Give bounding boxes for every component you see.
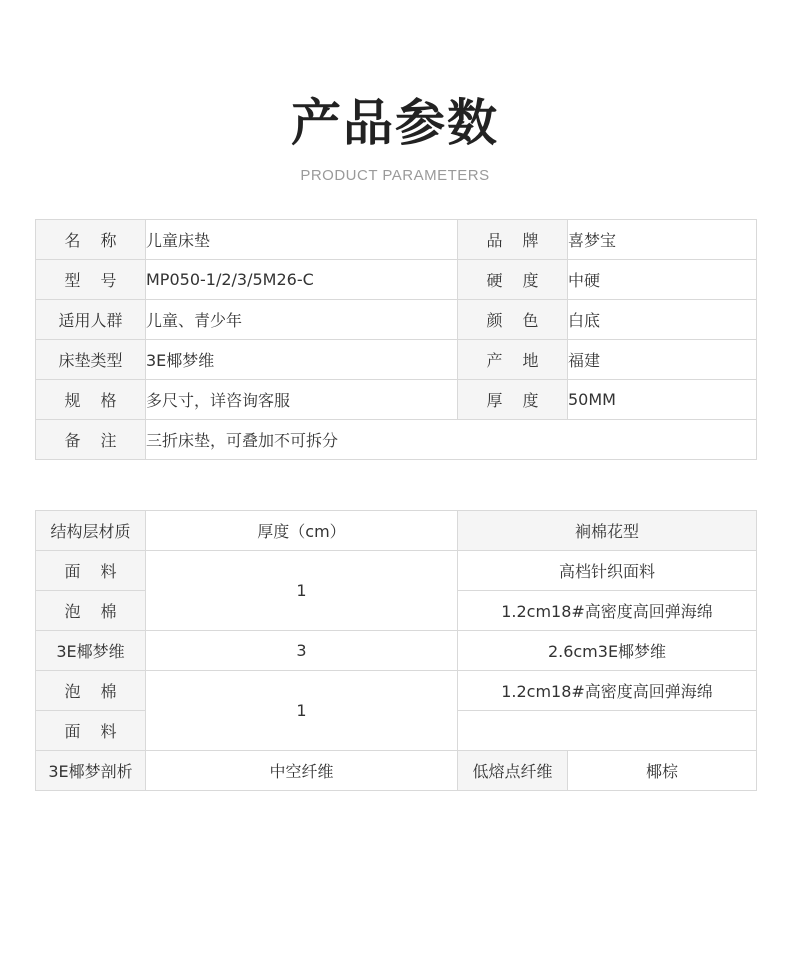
layer-material: 泡棉 bbox=[36, 671, 146, 711]
param-label: 床垫类型 bbox=[36, 340, 146, 380]
layer-thickness: 1 bbox=[146, 551, 458, 631]
analysis-fiber: 椰棕 bbox=[568, 751, 757, 791]
layer-pattern: 2.6cm3E椰梦维 bbox=[458, 631, 757, 671]
table-row bbox=[36, 260, 757, 300]
layer-pattern bbox=[458, 711, 757, 751]
layer-thickness: 1 bbox=[146, 671, 458, 751]
layer-material: 3E椰梦维 bbox=[36, 631, 146, 671]
table-row bbox=[36, 220, 757, 260]
param-label: 颜色 bbox=[458, 300, 568, 340]
layer-material: 面料 bbox=[36, 551, 146, 591]
layer-thickness: 3 bbox=[146, 631, 458, 671]
layer-pattern: 高档针织面料 bbox=[458, 551, 757, 591]
param-label: 硬度 bbox=[458, 260, 568, 300]
page-title: 产品参数 bbox=[291, 94, 499, 152]
param-label: 产地 bbox=[458, 340, 568, 380]
table-row bbox=[36, 671, 757, 711]
param-label: 规格 bbox=[36, 380, 146, 420]
param-value: MP050-1/2/3/5M26-C bbox=[146, 260, 458, 300]
param-value: 3E椰梦维 bbox=[146, 340, 458, 380]
param-label: 备注 bbox=[36, 420, 146, 460]
param-value: 福建 bbox=[568, 340, 757, 380]
param-value: 中硬 bbox=[568, 260, 757, 300]
layer-pattern: 1.2cm18#高密度高回弹海绵 bbox=[458, 591, 757, 631]
table-row bbox=[36, 380, 757, 420]
param-value: 三折床垫，可叠加不可拆分 bbox=[146, 420, 757, 460]
param-value: 白底 bbox=[568, 300, 757, 340]
param-value: 多尺寸，详咨询客服 bbox=[146, 380, 458, 420]
analysis-label: 3E椰梦剖析 bbox=[36, 751, 146, 791]
column-header: 厚度（cm） bbox=[146, 511, 458, 551]
layer-material: 面料 bbox=[36, 711, 146, 751]
analysis-fiber: 低熔点纤维 bbox=[458, 751, 568, 791]
structure-layers-table bbox=[35, 510, 757, 791]
table-header-row bbox=[36, 511, 757, 551]
table-row bbox=[36, 420, 757, 460]
layer-pattern: 1.2cm18#高密度高回弹海绵 bbox=[458, 671, 757, 711]
analysis-fiber: 中空纤维 bbox=[146, 751, 458, 791]
table-row bbox=[36, 631, 757, 671]
layer-material: 泡棉 bbox=[36, 591, 146, 631]
product-parameters-table bbox=[35, 219, 757, 460]
table-row bbox=[36, 551, 757, 591]
page-subtitle: PRODUCT PARAMETERS bbox=[300, 167, 490, 184]
param-label: 型号 bbox=[36, 260, 146, 300]
column-header: 结构层材质 bbox=[36, 511, 146, 551]
param-value: 50MM bbox=[568, 380, 757, 420]
param-value: 儿童、青少年 bbox=[146, 300, 458, 340]
param-value: 喜梦宝 bbox=[568, 220, 757, 260]
param-label: 名称 bbox=[36, 220, 146, 260]
param-label: 厚度 bbox=[458, 380, 568, 420]
param-label: 品牌 bbox=[458, 220, 568, 260]
table-row bbox=[36, 751, 757, 791]
table-row bbox=[36, 340, 757, 380]
table-row bbox=[36, 300, 757, 340]
param-value: 儿童床垫 bbox=[146, 220, 458, 260]
param-label: 适用人群 bbox=[36, 300, 146, 340]
column-header: 裥棉花型 bbox=[458, 511, 757, 551]
